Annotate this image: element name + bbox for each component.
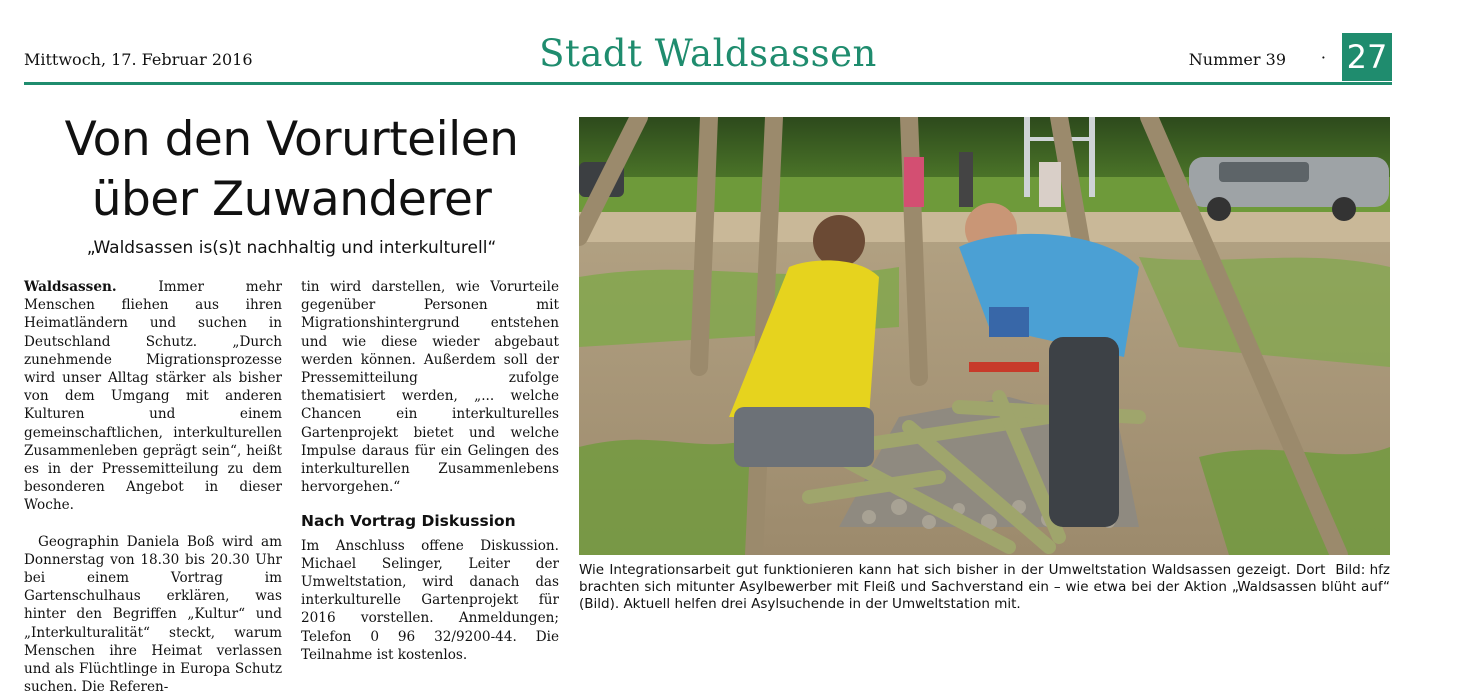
paragraph-3: tin wird darstellen, wie Vorurteile gegenüber Personen mit Migrationshintergrund entstehen und wie diese wieder abgebaut werden können. Außerdem soll der Pressemitteilung zufolge thematisiert werden, „... welche Chancen ein interkulturelles Gartenprojekt bietet und welche Impulse daraus für ein Gelingen des interkulturellen Zusammenlebens hervorgehen.“ bbox=[301, 279, 559, 496]
article-column-1 bbox=[24, 278, 282, 696]
photo-caption bbox=[579, 562, 1390, 613]
header-rule bbox=[24, 82, 1392, 85]
caption-text: Wie Integrationsarbeit gut funktionieren kann hat sich bisher in der Umweltstation Waldsassen gezeigt. Dort brachten sich mitunter Asylbewerber mit Fleiß und Sachverstand ein – wie etwa bei der Aktion „Waldsassen blüht auf“ (Bild). Aktuell helfen drei Asylsuchende in der Umweltstation mit. bbox=[579, 562, 1390, 612]
paragraph-4: Im Anschluss offene Diskussion. Michael Selinger, Leiter der Umweltstation, wird danach das interkulturelle Gartenprojekt für 2016 vorstellen. Anmeldungen; Telefon 0 96 32/9200-44. Die Teilnahme ist kostenlos. bbox=[301, 537, 559, 663]
page-header bbox=[24, 30, 1392, 84]
page-number-badge: 27 bbox=[1342, 33, 1392, 81]
section-title: Stadt Waldsassen bbox=[539, 32, 877, 75]
paragraph-2: Geographin Daniela Boß wird am Donnerstag von 18.30 bis 20.30 Uhr bei einem Vortrag im Gartenschulhaus erklären, was hinter den Begriffen „Kultur“ und „Interkulturalität“ steckt, warum Menschen ihre Heimat verlassen und als Flüchtlinge in Europa Schutz suchen. Die Referen- bbox=[24, 533, 282, 696]
dateline: Waldsassen. bbox=[24, 279, 117, 295]
paragraph-1 bbox=[24, 278, 282, 515]
article-subhead: „Waldsassen is(s)t nachhaltig und interkulturell“ bbox=[86, 238, 497, 258]
article-headline bbox=[24, 110, 559, 230]
article-photo bbox=[579, 117, 1390, 555]
paragraph-1-text: Immer mehr Menschen fliehen aus ihren Heimatländern und suchen in Deutschland Schutz. „Durch zunehmende Migrationsprozesse wird unser Alltag stärker als bisher von dem Umgang mit anderen Kulturen und einem gemeinschaftlichen, interkulturellen Zusammenleben geprägt sein“, heißt es in der Pressemitteilung zu dem besonderen Angebot in dieser Woche. bbox=[24, 279, 282, 514]
headline-line-2: über Zuwanderer bbox=[91, 172, 492, 227]
photo-credit: Bild: hfz bbox=[1335, 562, 1390, 578]
issue-number: Nummer 39 bbox=[1188, 50, 1286, 69]
article-subtitle: Nach Vortrag Diskussion bbox=[301, 512, 516, 531]
header-separator: · bbox=[1320, 48, 1326, 67]
garden-photo-illustration bbox=[579, 117, 1390, 555]
issue-date: Mittwoch, 17. Februar 2016 bbox=[24, 50, 253, 69]
article-column-2 bbox=[301, 278, 559, 664]
headline-line-1: Von den Vorurteilen bbox=[64, 112, 519, 167]
